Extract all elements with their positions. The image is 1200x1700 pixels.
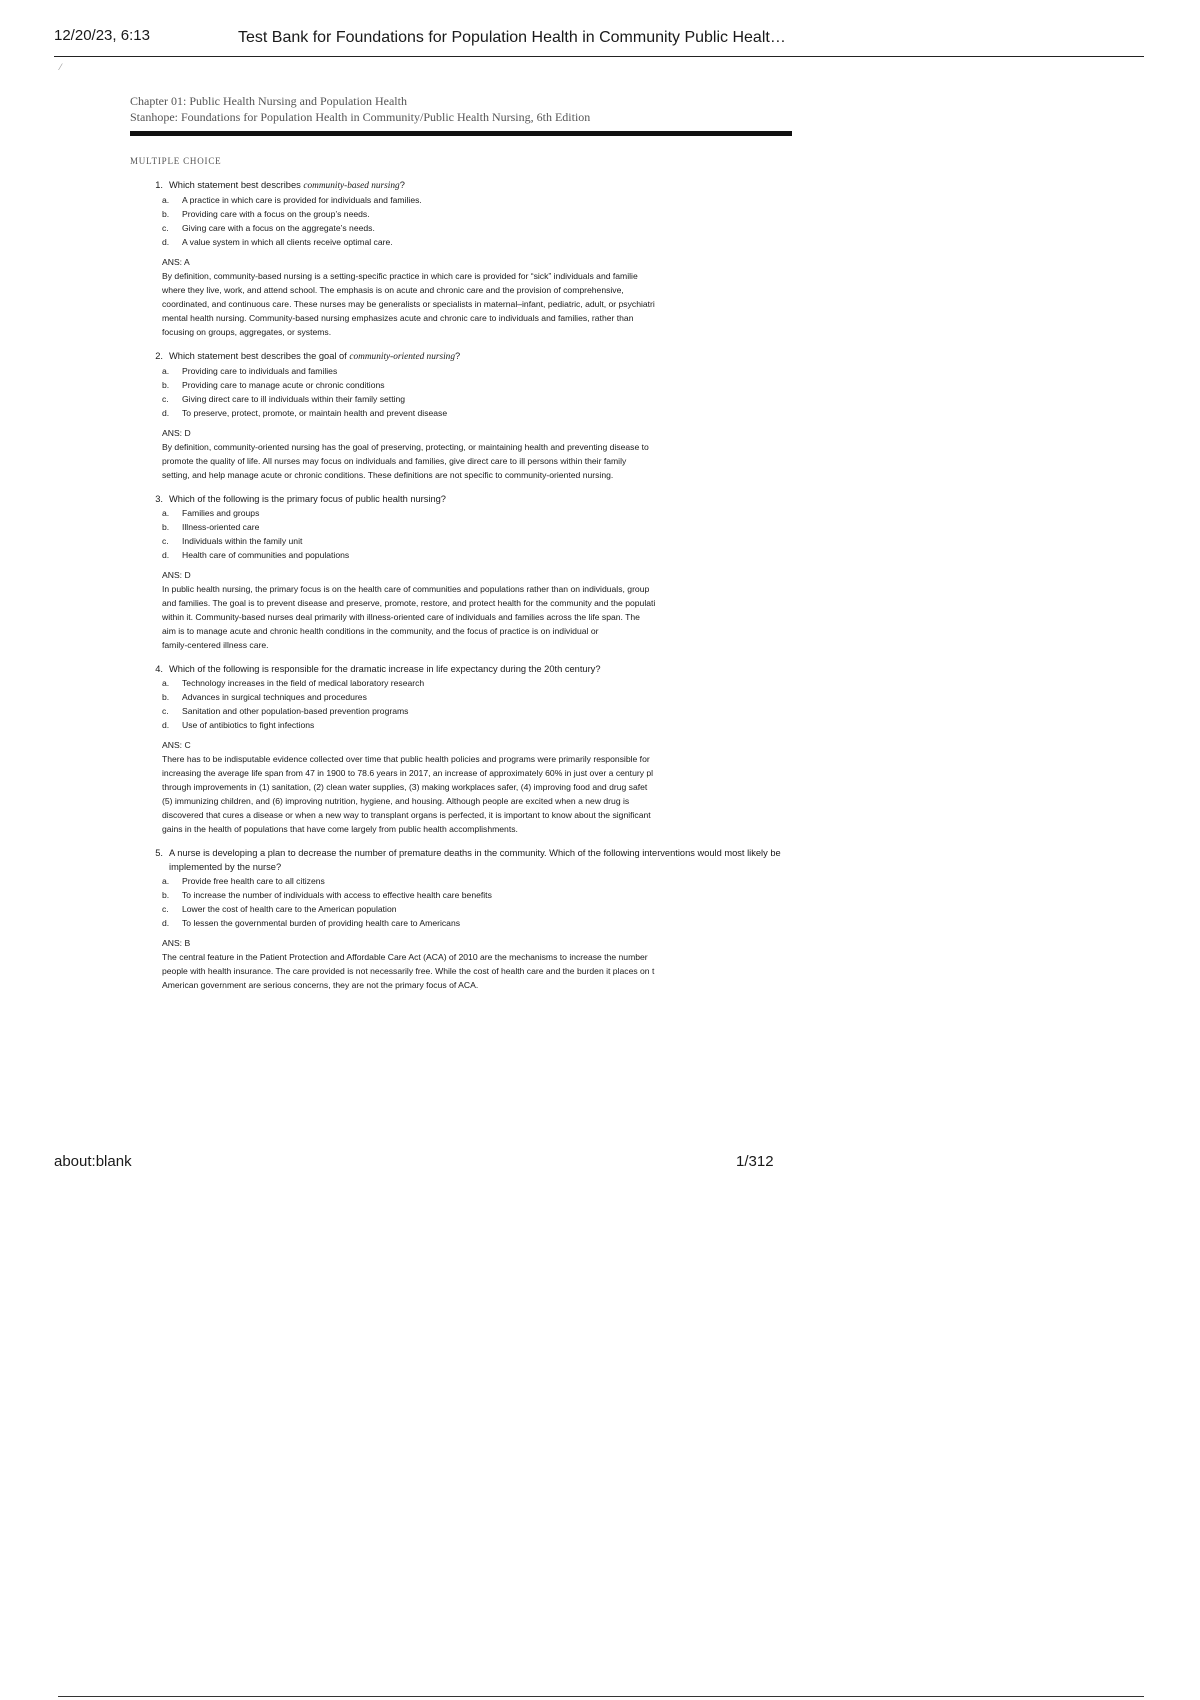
- bottom-divider: [58, 1696, 1144, 1697]
- answer-key: ANS: C: [162, 740, 191, 750]
- option-text: Technology increases in the field of medical laboratory research: [182, 678, 425, 688]
- option-letter: a.: [162, 195, 170, 205]
- page-url: about:blank: [54, 1153, 132, 1170]
- question-text: [169, 178, 792, 193]
- option-text: Families and groups: [182, 508, 260, 518]
- option-letter: c.: [162, 706, 169, 716]
- question-text-end: ?: [399, 180, 405, 190]
- question-text-main: Which of the following is responsible for the dramatic increase in life expectancy during the 20th century?: [169, 664, 601, 674]
- answer-block: [162, 936, 792, 992]
- option-text: Health care of communities and populations: [182, 550, 350, 560]
- section-heading: MULTIPLE CHOICE: [130, 156, 222, 166]
- question-text: [169, 846, 792, 874]
- option-letter: d.: [162, 550, 170, 560]
- answer-option: [162, 506, 792, 520]
- answer-option: [162, 874, 792, 888]
- answer-option: [162, 378, 792, 392]
- option-text: Individuals within the family unit: [182, 536, 303, 546]
- answer-option: [162, 193, 792, 207]
- question-list: [130, 178, 792, 992]
- answer-block: [162, 738, 792, 836]
- print-page-title: Test Bank for Foundations for Population Health in Community Public Healt…: [238, 29, 786, 46]
- option-text: Providing care to manage acute or chronic conditions: [182, 380, 385, 390]
- option-letter: b.: [162, 522, 170, 532]
- answer-rationale: There has to be indisputable evidence collected over time that public health policies and programs were primarily responsible for increasing the average life span from 47 in 1900 to 78.6 years in 2017, an increase of approximately 60% in just over a century pl through improvements in (1) sanitation, (2) clean water supplies, (3) making workplaces safer, (4) improving food and drug safet (5) immunizing children, and (6) improving nutrition, hygiene, and housing. Although people are excited when a new drug is discovered that cures a disease or when a new way to transplant organs is perfected, it is important to know about the significant gains in the health of populations that have come largely from public health accomplishments.: [162, 754, 654, 834]
- option-letter: d.: [162, 720, 170, 730]
- option-text: Providing care to individuals and families: [182, 366, 338, 376]
- question-stem: [130, 662, 792, 676]
- answer-option: [162, 364, 792, 378]
- question-stem: [130, 178, 792, 193]
- answer-option: [162, 676, 792, 690]
- answer-block: [162, 255, 792, 339]
- answer-key: ANS: B: [162, 938, 191, 948]
- option-list: [162, 506, 792, 562]
- question-emphasis: community-oriented nursing: [349, 352, 455, 362]
- question-item: [130, 492, 792, 652]
- option-letter: c.: [162, 394, 169, 404]
- question-text: [169, 349, 792, 364]
- option-letter: b.: [162, 380, 170, 390]
- question-text: [169, 662, 792, 676]
- question-item: [130, 349, 792, 482]
- page-number: 1/312: [736, 1153, 774, 1170]
- option-text: Giving direct care to ill individuals within their family setting: [182, 394, 406, 404]
- option-letter: b.: [162, 692, 170, 702]
- question-text: [169, 492, 792, 506]
- option-text: To lessen the governmental burden of providing health care to Americans: [182, 918, 461, 928]
- option-list: [162, 874, 792, 930]
- option-letter: a.: [162, 508, 170, 518]
- answer-rationale: The central feature in the Patient Protection and Affordable Care Act (ACA) of 2010 are the mechanisms to increase the number people with health insurance. The care provided is not necessarily free. While the cost of health care and the burden it places on t American government are serious concerns, they are not the primary focus of ACA.: [162, 952, 655, 990]
- question-item: [130, 662, 792, 836]
- option-text: Providing care with a focus on the group’s needs.: [182, 209, 370, 219]
- option-text: Lower the cost of health care to the American population: [182, 904, 397, 914]
- question-number: 2.: [155, 351, 163, 361]
- question-text-main: A nurse is developing a plan to decrease the number of premature deaths in the community. Which of the following interventions would most likely be implemented by the nurse?: [169, 848, 781, 872]
- option-letter: d.: [162, 237, 170, 247]
- answer-option: [162, 235, 792, 249]
- answer-option: [162, 718, 792, 732]
- option-text: Provide free health care to all citizens: [182, 876, 325, 886]
- answer-rationale: By definition, community-based nursing is a setting-specific practice in which care is provided for “sick” individuals and familie where they live, work, and attend school. The emphasis is on acute and chronic care and the provision of comprehensive, coordinated, and continuous care. These nurses may be generalists or specialists in maternal–infant, pediatric, adult, or psychiatri mental health nursing. Community-based nursing emphasizes acute and chronic care to individuals and families, rather than focusing on groups, aggregates, or systems.: [162, 271, 655, 337]
- option-letter: a.: [162, 678, 170, 688]
- document-page: [130, 93, 792, 1002]
- option-text: A value system in which all clients receive optimal care.: [182, 237, 393, 247]
- book-title: Stanhope: Foundations for Population Health in Community/Public Health Nursing, 6th Edition: [130, 110, 591, 124]
- option-text: To preserve, protect, promote, or maintain health and prevent disease: [182, 408, 448, 418]
- option-letter: a.: [162, 876, 170, 886]
- answer-option: [162, 534, 792, 548]
- option-text: To increase the number of individuals with access to effective health care benefits: [182, 890, 492, 900]
- question-text-main: Which of the following is the primary focus of public health nursing?: [169, 494, 446, 504]
- option-letter: d.: [162, 408, 170, 418]
- corner-mark: ⁄: [60, 62, 62, 72]
- header-divider: [54, 56, 1144, 57]
- answer-option: [162, 392, 792, 406]
- option-letter: b.: [162, 209, 170, 219]
- answer-block: [162, 426, 792, 482]
- question-item: [130, 846, 792, 992]
- answer-option: [162, 548, 792, 562]
- answer-key: ANS: A: [162, 257, 190, 267]
- question-number: 3.: [155, 494, 163, 504]
- question-number: 1.: [155, 180, 163, 190]
- question-text-main: Which statement best describes: [169, 180, 304, 190]
- question-text-end: ?: [454, 351, 461, 361]
- option-text: Sanitation and other population-based prevention programs: [182, 706, 409, 716]
- print-date: 12/20/23, 6:13: [54, 27, 150, 44]
- question-number: 4.: [155, 664, 163, 674]
- answer-option: [162, 520, 792, 534]
- option-text: A practice in which care is provided for individuals and families.: [182, 195, 422, 205]
- option-list: [162, 364, 792, 420]
- option-letter: b.: [162, 890, 170, 900]
- answer-option: [162, 207, 792, 221]
- option-letter: d.: [162, 918, 170, 928]
- option-letter: a.: [162, 366, 170, 376]
- title-rule: [130, 131, 792, 136]
- option-letter: c.: [162, 904, 169, 914]
- option-list: [162, 193, 792, 249]
- answer-option: [162, 221, 792, 235]
- option-text: Illness-oriented care: [182, 522, 260, 532]
- question-number: 5.: [155, 848, 163, 858]
- answer-option: [162, 902, 792, 916]
- answer-option: [162, 916, 792, 930]
- answer-option: [162, 406, 792, 420]
- option-text: Use of antibiotics to fight infections: [182, 720, 315, 730]
- option-letter: c.: [162, 536, 169, 546]
- answer-key: ANS: D: [162, 428, 191, 438]
- chapter-title: Chapter 01: Public Health Nursing and Population Health: [130, 94, 407, 108]
- option-text: Giving care with a focus on the aggregate’s needs.: [182, 223, 375, 233]
- answer-option: [162, 704, 792, 718]
- question-emphasis: community-based nursing: [303, 181, 400, 191]
- question-item: [130, 178, 792, 339]
- option-list: [162, 676, 792, 732]
- answer-option: [162, 690, 792, 704]
- answer-key: ANS: D: [162, 570, 191, 580]
- answer-block: [162, 568, 792, 652]
- option-letter: c.: [162, 223, 169, 233]
- answer-rationale: By definition, community-oriented nursing has the goal of preserving, protecting, or maintaining health and preventing disease to promote the quality of life. All nurses may focus on individuals and families, give direct care to ill persons within their family setting, and help manage acute or chronic conditions. These definitions are not specific to community-oriented nursing.: [162, 442, 649, 480]
- question-stem: [130, 846, 792, 874]
- question-text-main: Which statement best describes the goal of: [169, 351, 350, 361]
- option-text: Advances in surgical techniques and procedures: [182, 692, 367, 702]
- answer-option: [162, 888, 792, 902]
- question-stem: [130, 349, 792, 364]
- answer-rationale: In public health nursing, the primary focus is on the health care of communities and populations rather than on individuals, group and families. The goal is to prevent disease and preserve, promote, restore, and protect health for the community and the populati within it. Community-based nurses deal primarily with illness-oriented care of individuals and families across the life span. The aim is to manage acute and chronic health conditions in the community, and the focus of practice is on individual or family-centered illness care.: [162, 584, 656, 650]
- question-stem: [130, 492, 792, 506]
